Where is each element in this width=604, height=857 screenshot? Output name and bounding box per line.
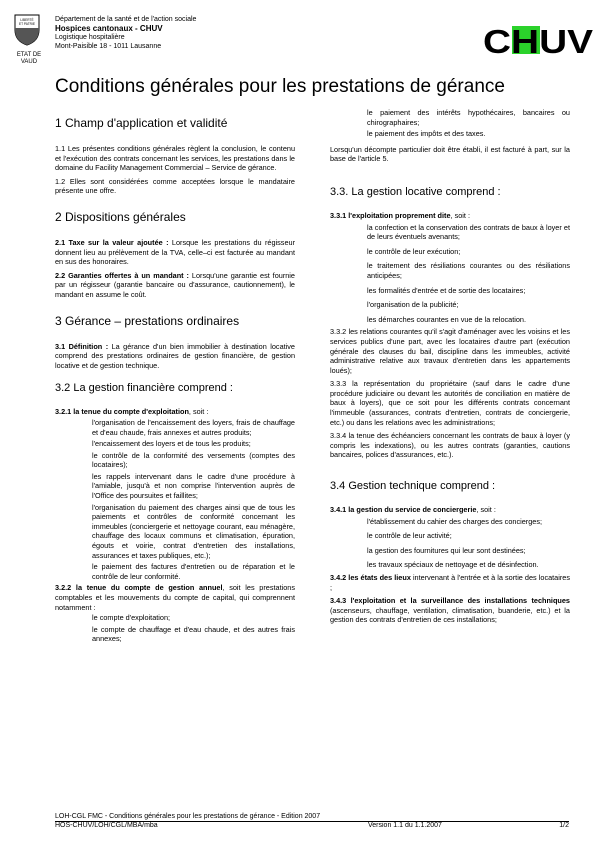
right-column — [330, 108, 570, 629]
svg-text:CHUV: CHUV — [483, 24, 593, 56]
list-item: l'organisation de la publicité; — [367, 300, 459, 310]
list-item: l'organisation de l'encaissement des loyers, frais de chauffage et d'eau chaude, frais annexes et autres produits; — [92, 417, 295, 437]
section-3-4-heading: 3.4 Gestion technique comprend : — [330, 480, 496, 493]
paragraph-3-4-2 — [330, 573, 570, 592]
footer-meta — [55, 822, 569, 829]
paragraph-2-2-lead: 2.2 Garanties offertes à un mandant : — [55, 270, 189, 280]
list-item: le paiement des factures d'entretien ou de réparation et le contrôle de leur conformité. — [92, 562, 295, 581]
list-item: le compte d'exploitation; — [92, 613, 171, 623]
list-item: les rappels intervenant dans le cadre d'une procédure à l'amiable, jusqu'à et non comprise l'intervention auprès de l'Office des poursuites et faillites; — [92, 471, 295, 501]
paragraph-3-4-1 — [330, 505, 570, 515]
department-block — [55, 15, 196, 51]
list-item: les travaux spéciaux de nettoyage et de désinfection. — [367, 560, 539, 570]
section-2-heading: 2 Dispositions générales — [55, 209, 186, 224]
list-item: les formalités d'entrée et de sortie des locataires; — [367, 285, 526, 295]
paragraph-3-3-2: 3.3.2 les relations courantes qu'il s'agit d'aménager avec les voisins et les services publics d'une part, avec les locataires d'autre part (exécution générale des clauses du bail, discipline dans les immeubles, activité administrative relative aux travaux d'entretien dans les appartements loués); — [330, 327, 570, 375]
paragraph-3-4-1-text: , soit : — [476, 505, 496, 515]
footer-reference: HOS-CHUV/LOH/CGL/MBA/mba — [55, 822, 158, 829]
paragraph-3-2-2 — [55, 583, 295, 612]
vaud-crest-icon — [14, 14, 40, 46]
state-line-1: ETAT DE — [16, 52, 42, 58]
paragraph-3-4-3-text: (ascenseurs, chauffage, ventilation, climatisation, buanderie, etc.) et la gestion des contrats d'entretien de ces installations; — [330, 605, 570, 625]
list-item: le paiement des intérêts hypothécaires, bancaires ou chirographaires; — [367, 108, 570, 127]
paragraph-continuation: Lorsqu'un décompte particulier doit être établi, il est facturé à part, sur la base de l'article 5. — [330, 144, 570, 164]
footer-version: Version 1.1 du 1.1.2007 — [368, 822, 442, 829]
section-3-heading: 3 Gérance – prestations ordinaires — [55, 313, 240, 328]
list-item: le contrôle de leur activité; — [367, 531, 452, 541]
document-title: Conditions générales pour les prestations de gérance — [55, 76, 505, 97]
paragraph-3-2-1 — [55, 407, 295, 417]
list-item: le contrôle de leur exécution; — [367, 246, 461, 256]
section-3-2-heading: 3.2 La gestion financière comprend : — [55, 382, 233, 395]
paragraph-3-1 — [55, 342, 295, 371]
svg-text:LIBERTÉ: LIBERTÉ — [20, 18, 34, 22]
list-item: le contrôle de la conformité des versements (comptes des locataires); — [92, 450, 295, 470]
paragraph-3-4-3 — [330, 596, 570, 625]
paragraph-3-3-3: 3.3.3 la représentation du propriétaire (sauf dans le cadre d'une procédure judiciaire ou devant les autorités de conciliation en matière de baux à loyers), que ce soit pour les différents contrats concernant l'immeuble (assurances, contrats d'entretien, contrats de conciergerie, etc.) ou dans les relations avec les administrations; — [330, 379, 570, 427]
list-item: l'encaissement des loyers et de tous les produits; — [92, 439, 251, 449]
dept-line-3: Logistique hospitalière — [55, 34, 125, 41]
dept-line-2: Hospices cantonaux - CHUV — [55, 24, 163, 33]
state-line-2: VAUD — [20, 59, 38, 65]
paragraph-3-3-1 — [330, 211, 570, 221]
left-column — [55, 116, 295, 646]
paragraph-2-1-lead: 2.1 Taxe sur la valeur ajoutée : — [55, 237, 169, 247]
paragraph-3-4-2-lead: 3.4.2 les états des lieux — [330, 573, 411, 582]
paragraph-3-3-1-lead: 3.3.1 l'exploitation proprement dite — [330, 210, 451, 220]
dept-line-1: Département de la santé et de l'action sociale — [55, 16, 197, 23]
footer-title: LOH-CGL FMC - Conditions générales pour les prestations de gérance - Edition 2007 — [55, 813, 321, 820]
list-item: le paiement des impôts et des taxes. — [367, 129, 486, 139]
state-label — [8, 52, 50, 66]
section-3-3-heading: 3.3. La gestion locative comprend : — [330, 185, 501, 198]
list-item: les démarches courantes en vue de la relocation. — [367, 314, 527, 324]
paragraph-3-1-lead: 3.1 Définition : — [55, 341, 109, 351]
paragraph-1-1: 1.1 Les présentes conditions générales règlent la conclusion, le contenu et l'exécution des contrats concernant les services, les prestations dans le domaine du Facility Management Commercial – Service de gérance. — [55, 144, 295, 173]
svg-text:ET PATRIE: ET PATRIE — [19, 22, 35, 26]
paragraph-3-2-1-text: , soit : — [188, 407, 209, 417]
paragraph-1-2: 1.2 Elles sont considérées comme acceptées lorsque le mandataire présente une offre. — [55, 176, 295, 196]
paragraph-3-2-2-text: , soit les prestations comptables et les mouvements du compte de capital, qui comprennent notamment : — [55, 583, 295, 612]
page-number: 1/2 — [559, 822, 569, 829]
paragraph-2-2-text: Lorsqu'une garantie est fournie par un régisseur (garantie bancaire ou d'assurance, cautionnement), le mandant en assume le coût. — [55, 270, 295, 299]
list-item: l'organisation du paiement des charges ainsi que de tous les paiements et contrôles de conformité concernant les immeubles (conciergerie et nettoyage courant, eau ménagère, chauffage des locaux communs et climatisation, épuration, égouts et voirie, contrat d'entretien des installations, assurances et taxes publiques, etc.); — [92, 502, 295, 560]
paragraph-3-1-text: La gérance d'un bien immobilier à destination locative comprend des prestations ordinaires de gestion financière, de gestion locative et de gestion technique. — [55, 341, 295, 370]
paragraph-2-2 — [55, 271, 295, 300]
list-item: l'établissement du cahier des charges des concierges; — [367, 516, 542, 526]
paragraph-3-2-1-lead: 3.2.1 la tenue du compte d'exploitation — [55, 407, 189, 417]
list-item: la confection et la conservation des contrats de baux à loyer et de leurs éventuels avenants; — [367, 222, 570, 242]
list-item: le traitement des résiliations courantes ou des résiliations anticipées; — [367, 261, 570, 280]
section-1-heading: 1 Champ d'application et validité — [55, 116, 228, 130]
paragraph-3-4-3-lead: 3.4.3 l'exploitation et la surveillance des installations techniques — [330, 596, 570, 606]
paragraph-3-2-2-lead: 3.2.2 la tenue du compte de gestion annuel — [55, 583, 223, 593]
paragraph-3-4-1-lead: 3.4.1 la gestion du service de conciergerie — [330, 505, 477, 515]
paragraph-3-4-2-text: intervenant à l'entrée et à la sortie des locataires ; — [330, 573, 570, 592]
paragraph-3-3-1-text: , soit : — [450, 210, 471, 220]
paragraph-3-3-4: 3.3.4 la tenue des échéanciers concernant les contrats de baux à loyer (y compris les indexations), ou les autres contrats (garanties, cautions bancaires, polices d'assurances, etc.). — [330, 431, 570, 460]
paragraph-2-1 — [55, 238, 295, 267]
list-item: le compte de chauffage et d'eau chaude, et des autres frais annexes; — [92, 624, 295, 644]
list-item: la gestion des fournitures qui leur sont destinées; — [367, 545, 526, 555]
chuv-logo — [482, 24, 594, 56]
paragraph-2-1-text: Lorsque les prestations du régisseur donnent lieu au prélèvement de la TVA, celle–ci est facturée au mandant en sus des honoraires. — [55, 237, 295, 267]
dept-line-4: Mont-Paisible 18 - 1011 Lausanne — [55, 43, 162, 50]
